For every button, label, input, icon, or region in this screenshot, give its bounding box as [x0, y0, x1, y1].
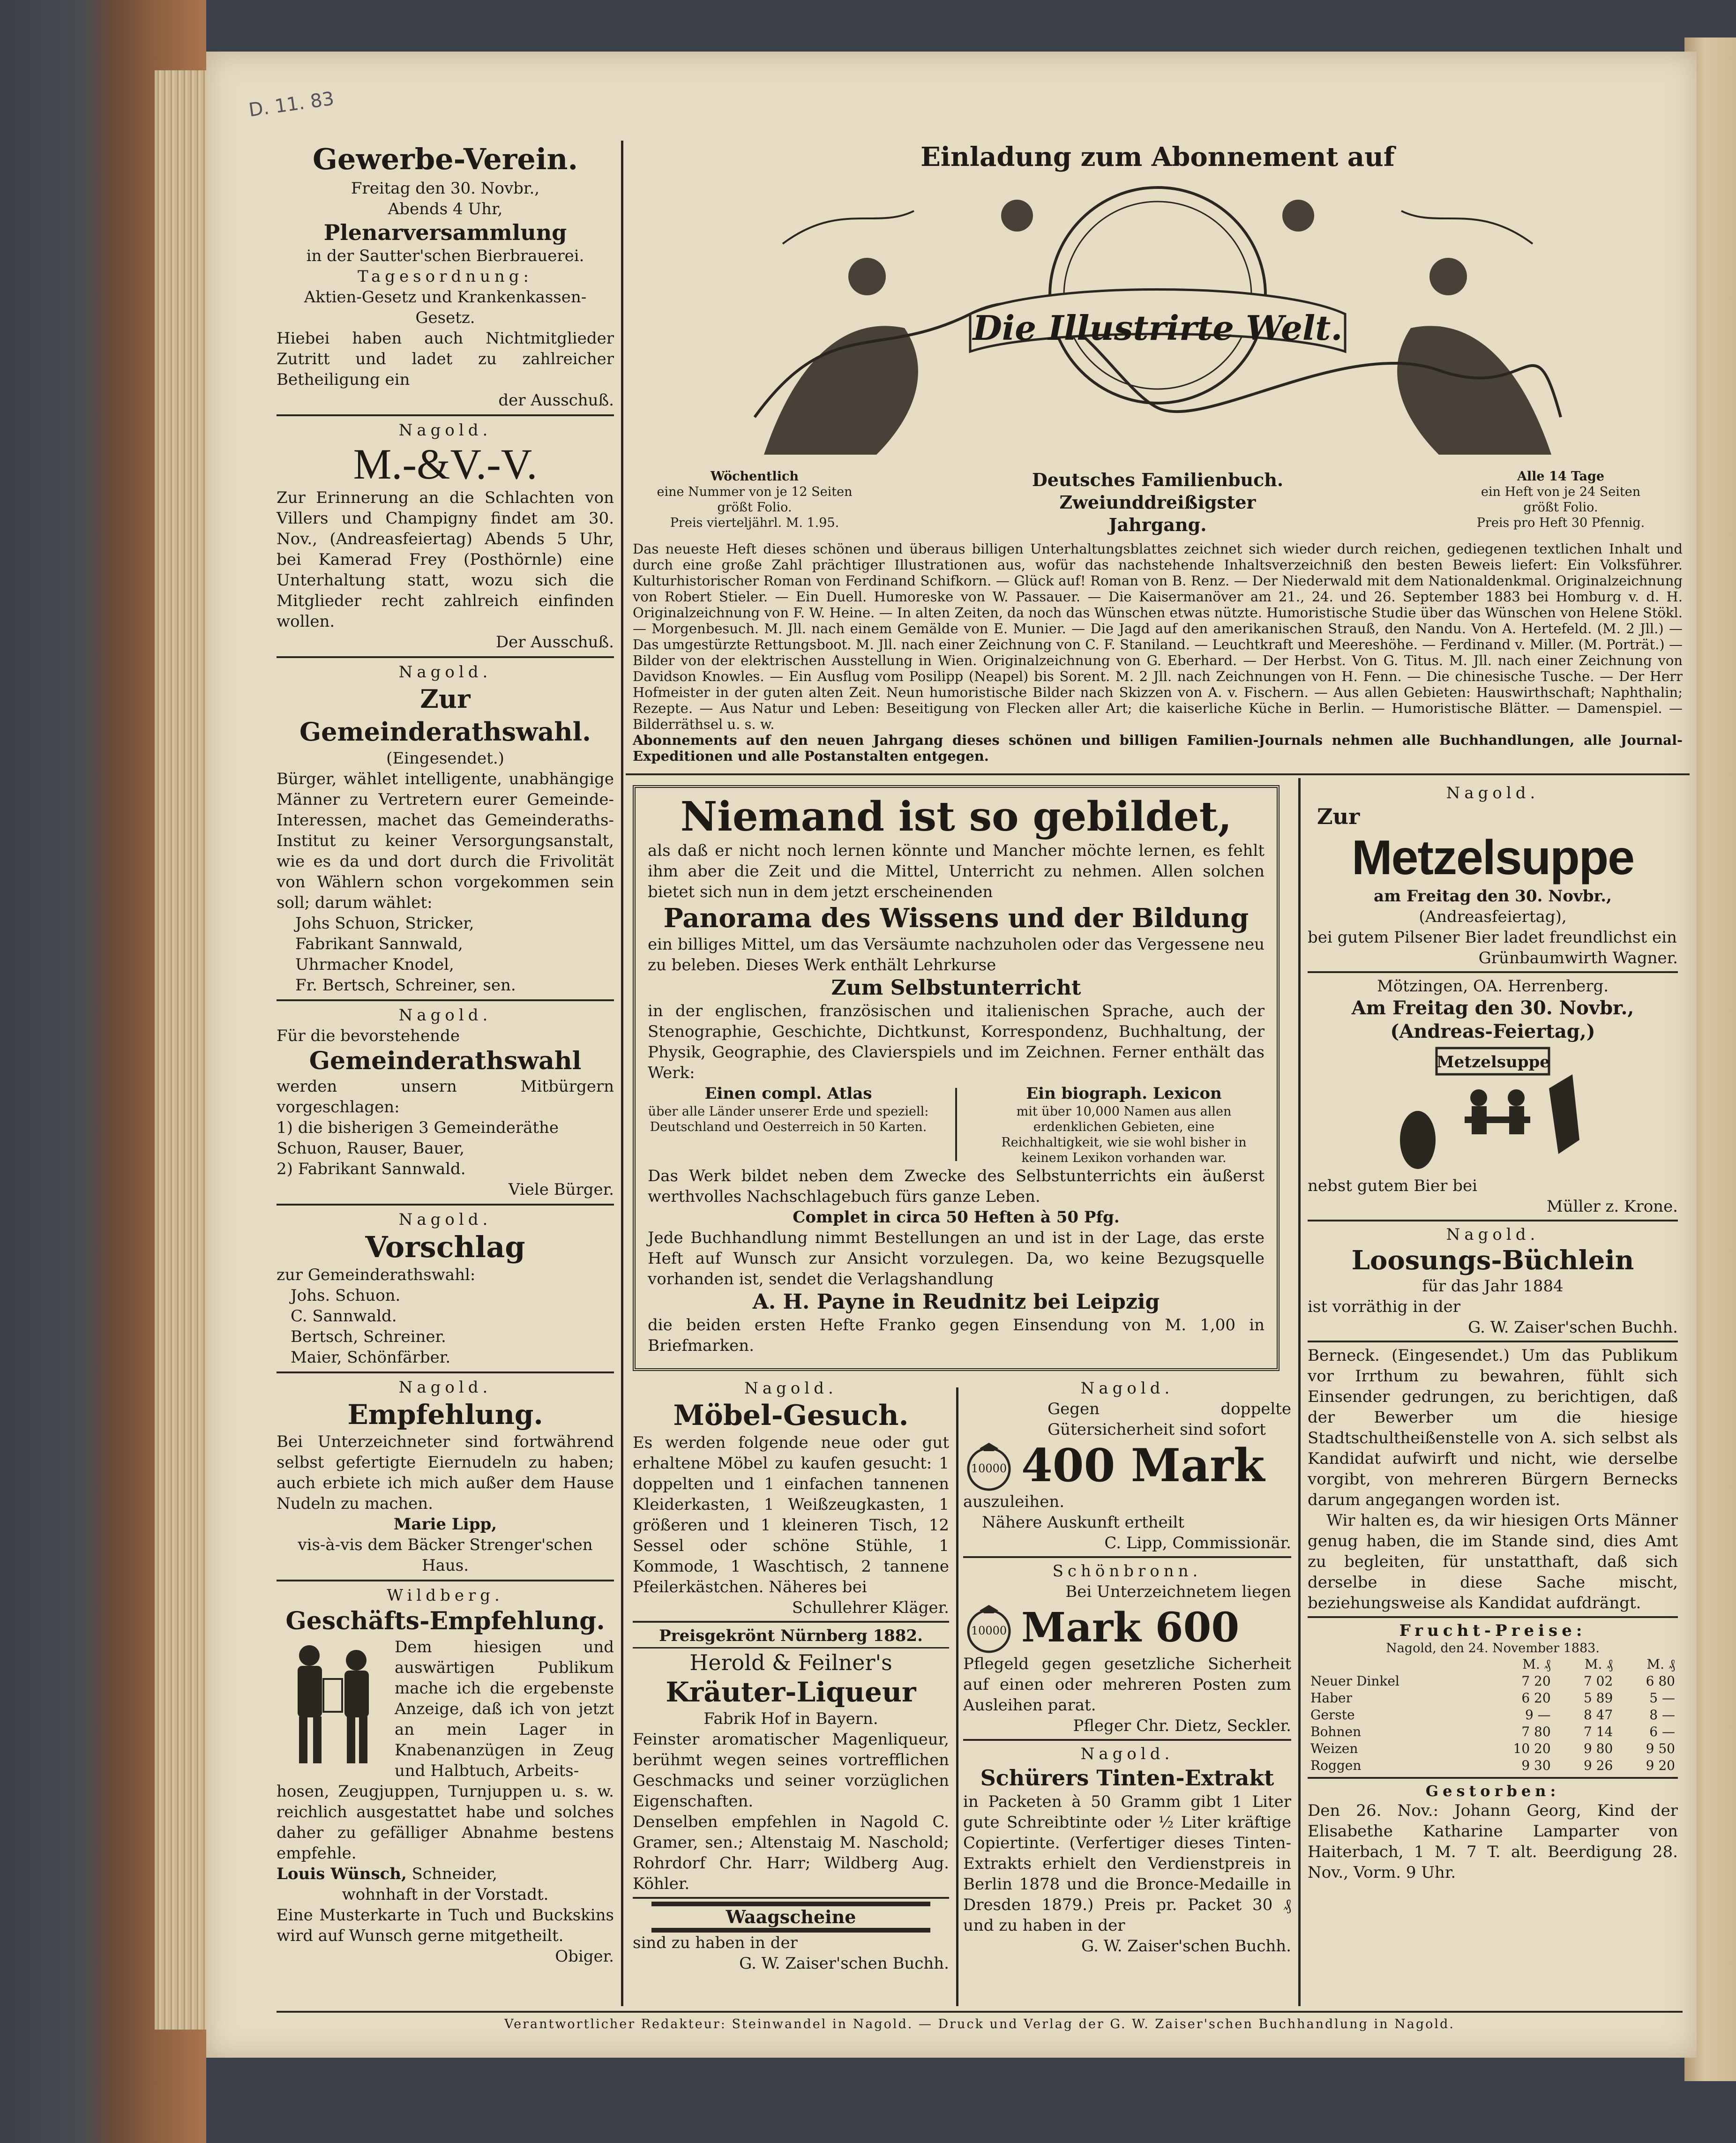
brace-divider — [955, 1088, 957, 1161]
candidate-name: Fabrikant Sannwald, — [295, 935, 463, 953]
niemand-title: Niemand ist so gebildet, — [680, 793, 1232, 840]
vorschlag-intro: zur Gemeinderathswahl: — [277, 1266, 476, 1284]
mark400-body2: auszuleihen. — [963, 1492, 1065, 1511]
metzelsuppe-sign: Metzelsuppe — [1437, 1053, 1550, 1072]
mark600-place: Schönbronn. — [1052, 1562, 1202, 1581]
moebel-ad — [633, 1378, 949, 1618]
unit-header: M. ₰ — [1646, 1656, 1675, 1672]
vorschlag-ad — [277, 1209, 614, 1368]
geschaeft-title: Geschäfts-Empfehlung. — [285, 1607, 605, 1635]
kraeuter-brand: Herold & Feilner's — [689, 1650, 892, 1675]
price: 7 80 — [1521, 1724, 1551, 1739]
metzel-sub: (Andreasfeiertag), — [1419, 907, 1567, 926]
price: 8 — — [1649, 1707, 1675, 1723]
metzel-zur: Zur — [1317, 804, 1360, 829]
grain-name: Haber — [1310, 1690, 1352, 1706]
price: 9 50 — [1646, 1741, 1675, 1756]
price: 8 47 — [1583, 1707, 1613, 1723]
column-rule-right — [1298, 778, 1301, 2006]
panorama-title: Panorama des Wissens und der Bildung — [663, 903, 1249, 934]
mark400-ad — [963, 1378, 1291, 1553]
table-row — [1308, 1707, 1678, 1723]
proposal-item: 1) die bisherigen 3 Gemeinderäthe Schuon, Rauser, Bauer, — [277, 1118, 559, 1158]
column-rule-mid — [956, 1387, 958, 2006]
divider — [277, 1371, 614, 1373]
gemeinderath2-title: Gemeinderathswahl — [309, 1047, 582, 1075]
tinte-title: Schürers Tinten-Extrakt — [980, 1765, 1274, 1791]
newspaper-page — [206, 52, 1697, 2058]
gewerbe-place: in der Sautter'schen Bierbrauerei. — [306, 247, 584, 265]
niemand-p4: Das Werk bildet neben dem Zwecke des Selbstunterrichts ein äußerst werthvolles Nachschlagebuch fürs ganze Leben. — [648, 1167, 1265, 1206]
gewerbe-agenda-head: Tagesordnung: — [357, 267, 533, 286]
mark400-body1: Gegen doppelte Gütersicherheit sind sofort — [1048, 1400, 1291, 1439]
loosung-sign: G. W. Zaiser'schen Buchh. — [1468, 1318, 1678, 1337]
table-row — [1308, 1723, 1678, 1740]
footer-rule — [277, 2011, 1683, 2013]
price: 5 89 — [1583, 1690, 1613, 1706]
waag-title: Waagscheine — [651, 1902, 930, 1933]
waag-body: sind zu haben in der — [633, 1933, 798, 1952]
price: 10 20 — [1513, 1741, 1551, 1756]
tinte-place: Nagold. — [1080, 1745, 1174, 1763]
vorschlag-name: Johs. Schuon. — [291, 1286, 401, 1305]
illustrirte-left-note: eine Nummer von je 12 Seiten — [657, 485, 853, 499]
selbstunterricht-title: Zum Selbstunterricht — [831, 976, 1081, 1000]
kraeuter-ad — [633, 1626, 949, 1894]
lexikon-body: mit über 10,000 Namen aus allen erdenklichen Gebieten, eine Reichhaltigkeit, wie sie wohl bisher in keinem Lexikon vorhanden war. — [1001, 1104, 1247, 1165]
divider — [633, 1897, 949, 1899]
price: 6 80 — [1646, 1673, 1675, 1689]
moetz-body: nebst gutem Bier bei — [1308, 1176, 1477, 1195]
divider — [277, 1204, 614, 1206]
empfehlung-place: Nagold. — [398, 1378, 492, 1397]
price: 7 20 — [1521, 1673, 1551, 1689]
gewerbe-body: Hiebei haben auch Nichtmitglieder Zutritt und ladet zu zahlreicher Betheiligung ein — [277, 329, 614, 389]
divider — [633, 1647, 949, 1648]
divider — [1308, 971, 1678, 973]
price: 9 30 — [1521, 1758, 1551, 1773]
geschaeft-note: Eine Musterkarte in Tuch und Buckskins wird auf Wunsch gerne mitgetheilt. — [277, 1906, 614, 1945]
loosung-year: für das Jahr 1884 — [1422, 1277, 1564, 1296]
gemeinderath-place: Nagold. — [398, 663, 492, 682]
frucht-date: Nagold, den 24. November 1883. — [1386, 1641, 1600, 1656]
waag-sign: G. W. Zaiser'schen Buchh. — [739, 1954, 949, 1973]
gewerbe-title: Gewerbe-Verein. — [312, 142, 578, 176]
table-row — [1308, 1740, 1678, 1757]
mark600-body1: Bei Unterzeichnetem liegen — [1065, 1582, 1291, 1601]
price: 6 — — [1649, 1724, 1675, 1739]
loosung-body: ist vorräthig in der — [1308, 1297, 1460, 1316]
mv-place: Nagold. — [398, 421, 492, 440]
illustrirte-right-note: Preis pro Heft 30 Pfennig. — [1476, 516, 1645, 530]
mark600-amount: Mark 600 — [1021, 1604, 1240, 1651]
price: 9 80 — [1583, 1741, 1613, 1756]
gemeinderath-body: Bürger, wählet intelligente, unabhängige Männer zu Vertretern eurer Gemeinde-Interessen, machet das Gemeinderaths-Institut zu keiner Versorgungsanstalt, wie es da und dort durch die Frivolität von Wählern schon vorgekommen sein soll; darum wählet: — [277, 770, 614, 912]
illustrirte-right-note: Alle 14 Tage — [1517, 469, 1605, 484]
unit-header: M. ₰ — [1522, 1656, 1551, 1672]
empfehlung-title: Empfehlung. — [347, 1399, 543, 1431]
complet-line: Complet in circa 50 Heften à 50 Pfg. — [793, 1208, 1120, 1227]
metzel-date: am Freitag den 30. Novbr., — [1374, 887, 1612, 906]
berneck-notice-2: Wir halten es, da wir hiesigen Orts Männer genug haben, die im Stande sind, dies Amt zu begleiten, für unstatthaft, daß sich derselbe in diese Sache mischt, beziehungsweise als Kandidat aufdrängt. — [1308, 1511, 1678, 1612]
table-row — [1308, 1690, 1678, 1707]
niemand-p1: als daß er nicht noch lernen könnte und Mancher möchte lernen, es fehlt ihm aber die Zeit und die Mittel, Unterricht zu nehmen. Allen solchen bietet sich nun in dem jetzt erscheinenden — [648, 841, 1265, 901]
mv-ad — [277, 420, 614, 652]
divider — [963, 1556, 1291, 1558]
illustrirte-left-note: größt Folio. — [717, 500, 792, 515]
loosung-title: Loosungs-Büchlein — [1351, 1245, 1634, 1276]
middle-lower-left — [633, 1378, 949, 1974]
geschaeft-body1: Dem hiesigen und auswärtigen Publikum mache ich die ergebenste Anzeige, daß ich von jetzt an mein Lager in Knabenanzügen in Zeug und Halbtuch, Arbeits- — [395, 1638, 614, 1780]
price: 5 — — [1649, 1690, 1675, 1706]
unit-header: M. ₰ — [1584, 1656, 1613, 1672]
vorschlag-title: Vorschlag — [365, 1230, 525, 1264]
frucht-preise — [1308, 1621, 1678, 1774]
vorschlag-place: Nagold. — [398, 1210, 492, 1229]
price: 9 — — [1525, 1707, 1551, 1723]
table-row — [1308, 1673, 1678, 1690]
illustrirte-masthead — [736, 173, 1579, 473]
price: 7 14 — [1583, 1724, 1613, 1739]
moebel-sign: Schullehrer Kläger. — [792, 1598, 949, 1617]
niemand-p3: in der englischen, französischen und italienischen Sprache, auch der Stenographie, Geschichte, Dichtkunst, Korrespondenz, Buchhaltung, der Physik, Geographie, des Clavierspiels und im Zeichnen. Ferner enthält das Werk: — [648, 1002, 1265, 1082]
gewerbe-time: Abends 4 Uhr, — [388, 200, 503, 218]
empfehlung-body: Bei Unterzeichneter sind fortwährend selbst gefertigte Eiernudeln zu haben; auch erbiete ich mich außer dem Hause Nudeln zu machen. — [277, 1432, 614, 1513]
gemeinderath2-body: werden unsern Mitbürgern vorgeschlagen: — [277, 1077, 614, 1116]
vorschlag-name: C. Sannwald. — [291, 1307, 397, 1326]
price: 6 20 — [1521, 1690, 1551, 1706]
berneck-notice: Berneck. (Eingesendet.) Um das Publikum vor Irrthum zu bewahren, fühlt sich Einsender gedrungen, zu berichtigen, daß der Bewerber um die hiesige Stadtschultheißenstelle von A. sich selbst als Kandidat aufwirft und nicht, wie derselbe vorgibt, von mehreren Bürgern Bernecks darum angegangen worden ist. — [1308, 1346, 1678, 1509]
loosung-ad — [1308, 1224, 1678, 1338]
atlas-body: über alle Länder unserer Erde und speziell: Deutschland und Oesterreich in 50 Karten. — [648, 1104, 929, 1134]
divider — [633, 1621, 949, 1623]
atlas-head: Einen compl. Atlas — [704, 1084, 872, 1103]
metzelsuppe-ad — [1308, 783, 1678, 968]
footer-imprint: Verantwortlicher Redakteur: Steinwandel in Nagold. — Druck und Verlag der G. W. Zaiser'schen Buchhandlung in Nagold. — [504, 2017, 1455, 2031]
mv-body: Zur Erinnerung an die Schlachten von Villers und Champigny findet am 30. Nov., (Andreasfeiertag) Abends 5 Uhr, bei Kamerad Frey (Posthörnle) eine Unterhaltung statt, wozu sich die Mitglieder recht zahlreich einfinden wollen. — [277, 488, 614, 631]
divider — [277, 1580, 614, 1581]
gewerbe-sign: der Ausschuß. — [498, 391, 614, 410]
grain-name: Weizen — [1310, 1741, 1358, 1756]
gemeinderath-ad — [277, 662, 614, 996]
grain-name: Roggen — [1310, 1758, 1362, 1773]
empfehlung-addr: vis-à-vis dem Bäcker Strenger'schen Haus. — [298, 1536, 593, 1575]
kraeuter-body: Feinster aromatischer Magenliqueur, berühmt wegen seines vortrefflichen Geschmacks und seiner vorzüglichen Eigenschaften. — [633, 1730, 949, 1811]
geschaeft-body2: hosen, Zeugjuppen, Turnjuppen u. s. w. reichlich ausgestattet habe und solches daher zu gefälliger Abnahme bestens empfehle. — [277, 1782, 614, 1863]
vorschlag-name: Bertsch, Schreiner. — [291, 1327, 446, 1346]
geschaeft-addr: wohnhaft in der Vorstadt. — [342, 1885, 549, 1904]
niemand-ad — [633, 785, 1280, 1371]
price: 9 26 — [1583, 1758, 1613, 1773]
gemeinderath2-intro: Für die bevorstehende — [277, 1027, 460, 1045]
middle-lower-right — [963, 1378, 1291, 1956]
kraeuter-prize: Preisgekrönt Nürnberg 1882. — [659, 1626, 923, 1645]
rule-under-illustrirte — [626, 773, 1690, 775]
geschaeft-name: Louis Wünsch, — [277, 1865, 407, 1883]
geschaeft-occupation: Schneider, — [412, 1865, 497, 1883]
price: 9 20 — [1646, 1758, 1675, 1773]
moebel-place: Nagold. — [744, 1379, 838, 1398]
gewerbe-date: Freitag den 30. Novbr., — [351, 179, 540, 198]
metzel-sign: Grünbaumwirth Wagner. — [1478, 949, 1678, 967]
price: 7 02 — [1583, 1673, 1613, 1689]
gemeinderath-sub: (Eingesendet.) — [386, 749, 504, 768]
frucht-table — [1308, 1656, 1678, 1774]
niemand-p2: ein billiges Mittel, um das Versäumte nachzuholen oder das Vergessene neu zu beleben. Dieses Werk enthält Lehrkurse — [648, 935, 1265, 974]
gewerbe-verein-ad — [277, 141, 614, 411]
moetz-sub: (Andreas-Feiertag,) — [1390, 1020, 1595, 1042]
illustrirte-right-note: größt Folio. — [1523, 500, 1598, 515]
publisher: A. H. Payne in Reudnitz bei Leipzig — [752, 1290, 1160, 1314]
candidate-name: Johs Schuon, Stricker, — [295, 914, 474, 933]
geschaeft-ad — [277, 1585, 614, 1967]
divider — [1308, 1341, 1678, 1342]
geschaeft-place: Wildberg. — [387, 1586, 504, 1605]
divider — [277, 414, 614, 416]
grain-name: Gerste — [1310, 1707, 1355, 1723]
kraeuter-fab: Fabrik Hof in Bayern. — [703, 1709, 878, 1728]
tinte-sign: G. W. Zaiser'schen Buchh. — [1081, 1937, 1291, 1956]
divider — [1308, 1220, 1678, 1221]
divider — [277, 656, 614, 658]
tailor-figures-illustration — [277, 1637, 389, 1777]
divider — [277, 999, 614, 1001]
table-row — [1308, 1757, 1678, 1774]
illustrirte-left-note: Wöchentlich — [710, 469, 799, 484]
waagscheine-ad — [633, 1902, 949, 1974]
column-rule-left — [621, 141, 623, 2006]
illustrirte-left-note: Preis vierteljährl. M. 1.95. — [670, 516, 839, 530]
mark600-body2: Pflegeld gegen gesetzliche Sicherheit auf einen oder mehreren Posten zum Ausleihen parat. — [963, 1655, 1291, 1715]
niemand-p6: die beiden ersten Hefte Franko gegen Einsendung von M. 1,00 in Briefmarken. — [648, 1316, 1265, 1355]
table-header — [1308, 1656, 1678, 1673]
illustrirte-body: Das neueste Heft dieses schönen und überaus billigen Unterhaltungsblattes zeichnet sich wieder durch reichen, gediegenen textlichen Inhalt und durch eine große Zahl prächtiger Illustrationen aus, wofür das nachstehende Inhaltsverzeichniß den besten Beweis liefert: Ein Volksführer. Kulturhistorischer Roman von Ferdinand Schifkorn. — Glück auf! Roman von B. Renz. — Der Niederwald mit dem Nationaldenkmal. Originalzeichnung von Robert Stieler. — Ein Duell. Humoreske von W. Passauer. — Die Kaisermanöver am 21., 24. und 26. September 1883 bei Homburg v. d. H. Originalzeichnung von F. W. Heine. — In alten Zeiten, da noch das Wünschen etwas nützte. Humoristische Studie über das Wünschen von Helene Stökl. — Morgenbesuch. M. Jll. nach einem Gemälde von E. Munier. — Die Jagd auf den amerikanischen Strauß, den Nandu. Von A. Hertefeld. (M. 2 Jll.) — Das umgestürzte Rettungsboot. M. Jll. nach einer Zeichnung von C. F. Staniland. — Leuchtkraft und Meereshöhe. — Ferdinand v. Miller. (M. Porträt.) — Bilder von der elektrischen Ausstellung in Wien. Originalzeichnung von G. Eberhard. — Der Herbst. Von G. Titus. M. Jll. nach einer Zeichnung von Davidson Knowles. — Ein Ausflug vom Posilipp (Neapel) bis Sorent. M. 2 Jll. nach Zeichnungen von H. Fenn. — Die chinesische Tusche. — Der Herr Hofmeister in der guten alten Zeit. Neun humoristische Bilder nach Skizzen von A. v. Fischern. — Aus allen Gebieten: Hauswirthschaft; Naphthalin; Rezepte. — Aus Natur und Leben: Beseitigung von Flecken aller Art; die kaiserliche Küche in Berlin. — Humoristische Blätter. — Damenspiel. — Bilderräthsel u. s. w. — [633, 541, 1683, 732]
gemeinderath2-sign: Viele Bürger. — [508, 1180, 614, 1199]
geschaeft-sign: Obiger. — [555, 1947, 614, 1966]
gewerbe-agenda: Aktien-Gesetz und Krankenkassen-Gesetz. — [304, 288, 587, 327]
niemand-p5: Jede Buchhandlung nimmt Bestellungen an und ist in der Lage, das erste Heft auf Wunsch zur Ansicht vorzulegen. Da, wo keine Bezugsquelle vorhanden ist, sendet die Verlagshandlung — [648, 1229, 1265, 1289]
candidate-name: Uhrmacher Knodel, — [295, 955, 454, 974]
grain-name: Neuer Dinkel — [1310, 1673, 1399, 1689]
moebel-title: Möbel-Gesuch. — [673, 1399, 909, 1432]
tinten-extrakt-ad — [963, 1744, 1291, 1956]
moetzingen-ad — [1308, 976, 1678, 1217]
gemeinderath-title: Zur Gemeinderathswahl. — [299, 684, 591, 747]
coin-label: 10000 — [971, 1462, 1007, 1475]
illustrirte-center-note: Zweiunddreißigster Jahrgang. — [1059, 492, 1256, 535]
archive-mark: D. 11. 83 — [247, 88, 336, 121]
mark400-place: Nagold. — [1080, 1379, 1174, 1398]
divider — [1308, 1616, 1678, 1618]
mark600-sign: Pfleger Chr. Dietz, Seckler. — [1073, 1716, 1291, 1735]
metzel-place: Nagold. — [1446, 784, 1540, 802]
mark400-body3: Nähere Auskunft ertheilt — [982, 1513, 1185, 1532]
gestorben — [1308, 1782, 1678, 1883]
mark400-amount: 400 Mark — [1021, 1439, 1265, 1492]
frucht-title: Frucht-Preise: — [1399, 1621, 1586, 1640]
illustrirte-center-note: Deutsches Familienbuch. — [1032, 469, 1284, 490]
illustrirte-title: Die Illustrirte Welt. — [973, 308, 1343, 348]
grain-name: Bohnen — [1310, 1724, 1362, 1739]
empfehlung-ad — [277, 1377, 614, 1576]
moetz-date: Am Freitag den 30. Novbr., — [1351, 997, 1634, 1019]
lexikon-head: Ein biograph. Lexicon — [1026, 1084, 1222, 1103]
right-column — [1308, 783, 1678, 1883]
loosung-place: Nagold. — [1446, 1225, 1540, 1244]
metzel-title: Metzelsuppe — [1351, 831, 1634, 885]
moetz-sign: Müller z. Krone. — [1546, 1197, 1678, 1216]
gemeinderath2-place: Nagold. — [398, 1006, 492, 1025]
moebel-body: Es werden folgende neue oder gut erhaltene Möbel zu kaufen gesucht: 1 doppelten und 1 einfachen tannenen Kleiderkasten, 1 Weißzeugkasten, 1 größeren und 1 kleineren Tisch, 12 Sessel oder schöne Stühle, 1 Kommode, 1 Waschtisch, 2 tannene Pfeilerkästchen. Näheres bei — [633, 1433, 949, 1596]
mark600-ad — [963, 1561, 1291, 1736]
empfehlung-name: Marie Lipp, — [393, 1515, 497, 1534]
gestorben-title: Gestorben: — [1425, 1782, 1560, 1800]
gestorben-body: Den 26. Nov.: Johann Georg, Kind der Elisabethe Katharine Lamparter von Haiterbach, 1 M. 7 T. alt. Beerdigung 28. Nov., Vorm. 9 Uhr. — [1308, 1801, 1678, 1882]
gewerbe-event: Plenarversammlung — [323, 220, 567, 245]
illustrirte-footer: Abonnements auf den neuen Jahrgang dieses schönen und billigen Familien-Journals nehmen alle Buchhandlungen, alle Journal-Expeditionen und alle Postanstalten entgegen. — [633, 732, 1683, 764]
proposal-item: 2) Fabrikant Sannwald. — [277, 1160, 466, 1178]
metzel-body: bei gutem Pilsener Bier ladet freundlichst ein — [1308, 928, 1677, 947]
moetz-place: Mötzingen, OA. Herrenberg. — [1377, 977, 1609, 996]
left-column — [277, 141, 614, 1967]
illustrirte-welt-ad — [633, 141, 1683, 764]
gemeinderath2-ad — [277, 1005, 614, 1200]
tinte-body: in Packeten à 50 Gramm gibt 1 Liter gute Schreibtinte oder ½ Liter kräftige Copiertinte. (Verfertiger dieses Tinten-Extrakts erhielt den Verdienstpreis in Berlin 1878 und die Bronce-Medaille in Dresden 1879.) Preis pr. Packet 30 ₰ und zu haben in der — [963, 1792, 1291, 1935]
candidate-name: Fr. Bertsch, Schreiner, sen. — [295, 976, 516, 995]
illustrirte-right-note: ein Heft von je 24 Seiten — [1481, 485, 1641, 499]
mark400-sign: C. Lipp, Commissionär. — [1104, 1534, 1291, 1552]
kraeuter-title: Kräuter-Liqueur — [666, 1676, 916, 1708]
coin-label: 10000 — [971, 1624, 1007, 1637]
mv-sign: Der Ausschuß. — [495, 633, 614, 652]
divider — [963, 1739, 1291, 1741]
illustrirte-header: Einladung zum Abonnement auf — [920, 142, 1395, 172]
kraeuter-sellers: Denselben empfehlen in Nagold C. Gramer, sen.; Altenstaig M. Naschold; Rohrdorf Chr. Harr; Wildberg Aug. Köhler. — [633, 1813, 949, 1893]
mv-title: M.-&V.-V. — [353, 440, 538, 488]
divider — [1308, 1777, 1678, 1779]
vorschlag-name: Maier, Schönfärber. — [291, 1348, 451, 1367]
